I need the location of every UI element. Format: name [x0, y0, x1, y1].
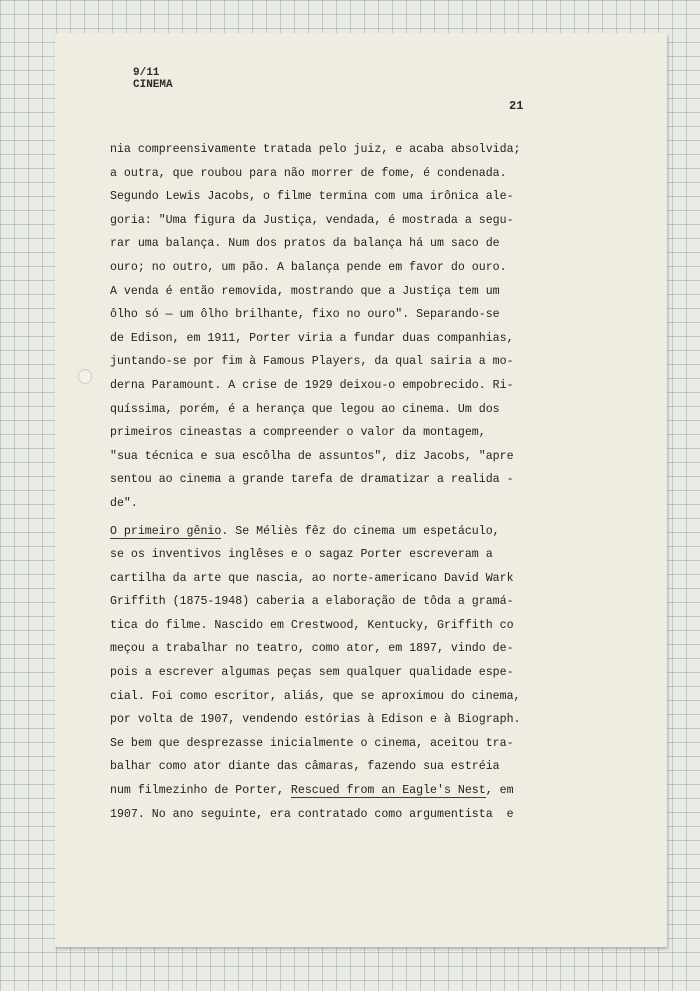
- text-line: derna Paramount. A crise de 1929 deixou-o empobrecido. Ri-: [110, 378, 514, 392]
- text-line: a outra, que roubou para não morrer de fome, é condenada.: [110, 166, 507, 180]
- text-line: balhar como ator diante das câmaras, fazendo sua estréia: [110, 760, 500, 774]
- text-line: primeiros cineastas a compreender o valor da montagem,: [110, 426, 486, 440]
- text-span: . Se Méliès fêz do cinema um espetáculo,: [221, 524, 500, 538]
- text-line: A venda é então removida, mostrando que a Justiça tem um: [110, 284, 500, 298]
- section-heading: O primeiro gênio: [110, 524, 222, 538]
- text-line: de Edison, em 1911, Porter viria a fundar duas companhias,: [110, 331, 514, 345]
- text-line: juntando-se por fim à Famous Players, da qual sairia a mo-: [110, 355, 514, 369]
- page-number: 21: [509, 99, 524, 113]
- text-line: quíssima, porém, é a herança que legou ao cinema. Um dos: [110, 402, 500, 416]
- body-text: [110, 138, 650, 826]
- text-line: [110, 520, 650, 544]
- text-line: ôlho só — um ôlho brilhante, fixo no ouro". Separando-se: [110, 308, 500, 322]
- text-line: Griffith (1875-1948) caberia a elaboração de tôda a gramá-: [110, 595, 514, 609]
- text-line: por volta de 1907, vendendo estórias à Edison e à Biograph.: [110, 713, 521, 727]
- paragraph-2: [110, 520, 650, 827]
- text-span: num filmezinho de Porter,: [110, 784, 291, 798]
- text-line: "sua técnica e sua escôlha de assuntos", diz Jacobs, "apre: [110, 449, 514, 463]
- text-line: ouro; no outro, um pão. A balança pende em favor do ouro.: [110, 260, 507, 274]
- text-line: de".: [110, 496, 138, 510]
- text-line: meçou a trabalhar no teatro, como ator, em 1897, vindo de-: [110, 642, 514, 656]
- film-title: Rescued from an Eagle's Nest: [290, 784, 486, 798]
- page-header: [133, 67, 173, 91]
- text-line: Se bem que desprezasse inicialmente o cinema, aceitou tra-: [110, 736, 514, 750]
- text-line: se os inventivos inglêses e o sagaz Porter escreveram a: [110, 548, 493, 562]
- text-line: tica do filme. Nascido em Crestwood, Kentucky, Griffith co: [110, 618, 514, 632]
- header-section: CINEMA: [133, 79, 173, 91]
- text-span: , em: [485, 784, 514, 798]
- text-line: Segundo Lewis Jacobs, o filme termina com uma irônica ale-: [110, 190, 514, 204]
- text-line: goria: "Uma figura da Justiça, vendada, é mostrada a segu-: [110, 213, 514, 227]
- text-line: cartilha da arte que nascia, ao norte-americano David Wark: [110, 571, 514, 585]
- paragraph-1: [110, 138, 650, 516]
- punch-hole: [78, 369, 92, 384]
- text-line: rar uma balança. Num dos pratos da balança há um saco de: [110, 237, 500, 251]
- header-folio: 9/11: [133, 67, 160, 79]
- text-line: cial. Foi como escritor, aliás, que se aproximou do cinema,: [110, 689, 521, 703]
- text-line: sentou ao cinema a grande tarefa de dramatizar a realida -: [110, 473, 514, 487]
- text-line: [110, 779, 650, 803]
- typewritten-page: [55, 33, 667, 947]
- text-line: nia compreensivamente tratada pelo juiz, e acaba absolvida;: [110, 143, 521, 156]
- text-line: pois a escrever algumas peças sem qualquer qualidade espe-: [110, 666, 514, 680]
- text-line: 1907. No ano seguinte, era contratado como argumentista e: [110, 807, 514, 821]
